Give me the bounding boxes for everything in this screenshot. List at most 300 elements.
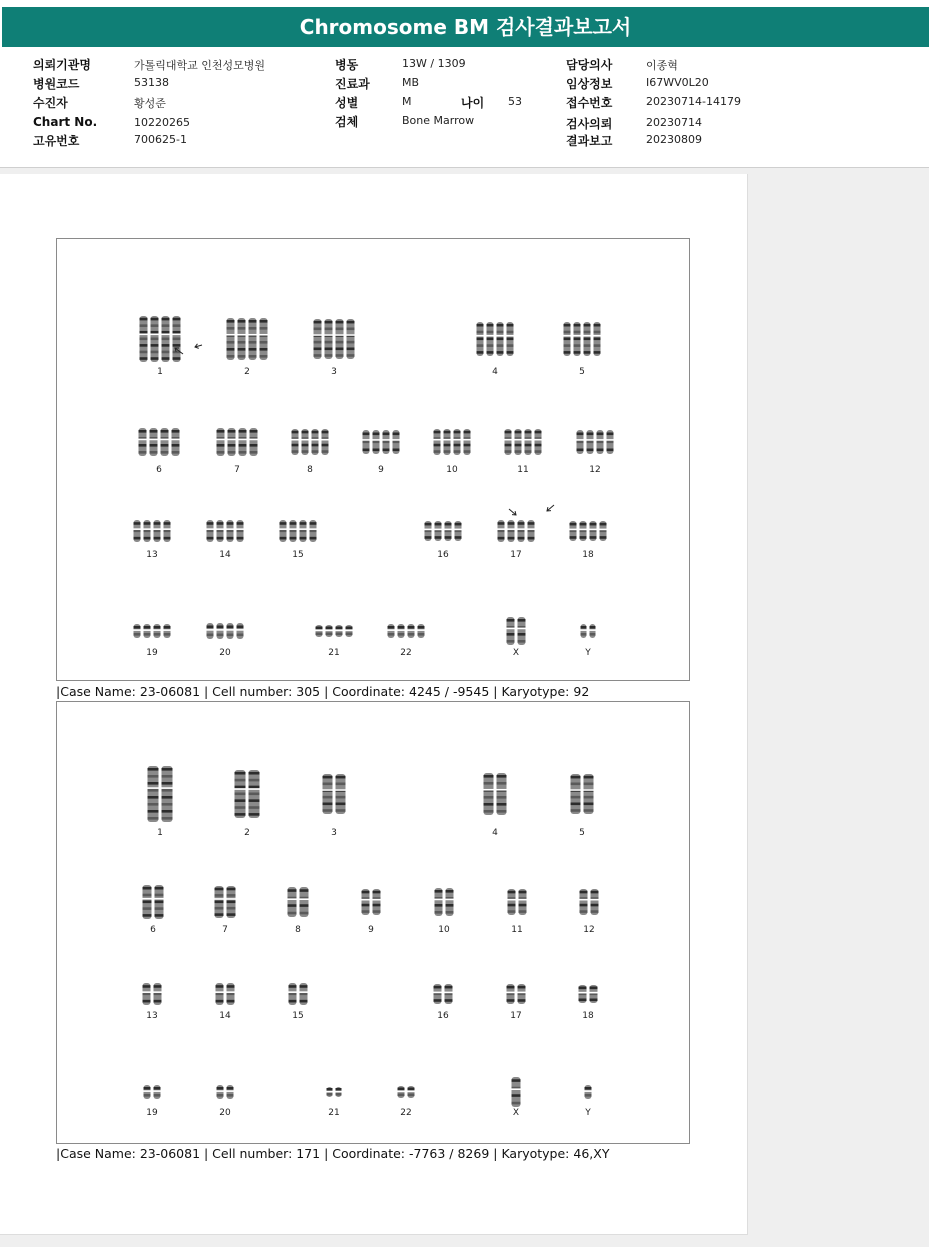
chromosome-centromere (143, 629, 151, 631)
chromosome-band (398, 1088, 405, 1091)
chromosome-band (207, 522, 214, 525)
chromosome-band (235, 813, 246, 816)
chromosome-centromere (299, 991, 308, 993)
chromosome-centromere (573, 335, 581, 337)
chromosome-band (507, 344, 514, 347)
chromosome-band (162, 338, 170, 341)
chromosome-band (323, 783, 333, 786)
chromosome-centromere (289, 528, 297, 530)
chromosome-band (148, 782, 159, 785)
chromosome-band (435, 890, 443, 893)
chromosome-band (215, 913, 224, 916)
chromosome-band (162, 789, 173, 792)
chromosome-label-20: 20 (219, 1108, 231, 1118)
chromosome-centromere (161, 787, 173, 789)
chromosome-label-17: 17 (510, 550, 522, 560)
chromosome-band (289, 985, 297, 988)
chromosome-group-10 (433, 429, 471, 475)
chromosome-centromere (143, 1090, 151, 1092)
chromosome-band (454, 444, 461, 447)
chromosome-band (444, 444, 451, 447)
chromosome-centromere (506, 628, 515, 630)
chromosome-band (148, 775, 159, 778)
field-value-doctor: 이종혁 (646, 59, 678, 72)
chromosome-band (454, 450, 461, 453)
chromosome-band (155, 894, 164, 897)
chromosome (347, 319, 355, 359)
chromosome-band (228, 444, 236, 447)
chromosome-band (507, 986, 515, 989)
chromosome-band (239, 430, 247, 433)
chromosome-band (314, 328, 322, 331)
chromosome-centromere (454, 529, 462, 531)
chromosome-centromere (569, 529, 577, 531)
field-value-accession-no: 20230714-14179 (646, 95, 741, 108)
chromosome-group-3 (313, 319, 355, 377)
chromosome-band (143, 901, 152, 904)
chromosome-band (373, 904, 381, 907)
chromosome-band (336, 1088, 342, 1091)
chromosome (249, 318, 257, 360)
chromosome-band (464, 450, 471, 453)
field-value-sex: M (402, 95, 412, 108)
chromosome-centromere (518, 899, 527, 901)
chromosome-centromere (309, 528, 317, 530)
chromosome-band (594, 344, 601, 347)
chromosome-band (497, 344, 504, 347)
chromosome-label-6: 6 (150, 925, 156, 935)
chromosome-centromere (313, 334, 322, 336)
chromosome-band (302, 450, 309, 453)
chromosome-centromere (583, 789, 594, 791)
chromosome (237, 623, 244, 639)
chromosome-band (580, 904, 588, 907)
chromosome-group-16 (433, 984, 453, 1021)
chromosome-centromere (382, 439, 390, 441)
chromosome-group-1 (139, 316, 181, 377)
chromosome-label-1: 1 (157, 367, 163, 377)
chromosome-band (249, 341, 257, 344)
chromosome-band (577, 433, 584, 436)
chromosome-band (444, 431, 451, 434)
chromosome-band (487, 344, 494, 347)
chromosome-centromere (291, 439, 299, 441)
chromosome-band (528, 537, 535, 540)
chromosome-band (574, 331, 581, 334)
chromosome-band (249, 806, 260, 809)
chromosome-band (325, 321, 333, 324)
chromosome-band (150, 444, 158, 447)
chromosome-band (484, 775, 494, 778)
chromosome-label-5: 5 (579, 828, 585, 838)
chromosome-label-7: 7 (234, 465, 240, 475)
chromosome-band (363, 433, 370, 436)
chromosome-centromere (496, 789, 507, 791)
chromosome-band (477, 324, 484, 327)
chromosome-band (161, 430, 169, 433)
chromosome-band (571, 803, 581, 806)
field-label-specimen: 검체 (335, 115, 359, 129)
chromosome-band (316, 627, 323, 630)
chromosome-centromere (226, 629, 234, 631)
chromosome-band (227, 355, 235, 358)
chromosome-band (172, 430, 180, 433)
chromosome-band (445, 536, 452, 539)
chromosome-band (154, 985, 162, 988)
chromosome-centromere (226, 991, 235, 993)
chromosome-band (227, 522, 234, 525)
chromosome-band (505, 431, 512, 434)
chromosome-band (597, 433, 604, 436)
field-value-department: MB (402, 76, 420, 89)
chromosome-band (477, 338, 484, 341)
chromosome-centromere (397, 629, 405, 631)
chromosome-band (217, 626, 224, 629)
chromosome-band (585, 1094, 592, 1097)
chromosome-band (508, 910, 516, 913)
chromosome-band (172, 444, 180, 447)
chromosome-band (373, 910, 381, 913)
chromosome-band (581, 633, 587, 636)
chromosome-band (323, 809, 333, 812)
chromosome-centromere (133, 629, 141, 631)
chromosome-label-11: 11 (511, 925, 523, 935)
chromosome-band (408, 1088, 415, 1091)
chromosome-group-3 (322, 774, 346, 838)
chromosome-band (507, 999, 515, 1002)
field-label-unique-no: 고유번호 (33, 134, 80, 148)
chromosome-label-13: 13 (146, 550, 158, 560)
chromosome-band (497, 796, 507, 799)
chromosome-band (525, 444, 532, 447)
chromosome-centromere (249, 439, 258, 441)
field-label-age: 나이 (461, 96, 485, 110)
chromosome-band (434, 986, 442, 989)
chromosome-band (249, 327, 257, 330)
chromosome-band (464, 444, 471, 447)
chromosome-group-9 (362, 430, 400, 475)
chromosome-band (144, 1087, 151, 1090)
chromosome-band (148, 803, 159, 806)
chromosome-centromere (138, 439, 147, 441)
chromosome-centromere (392, 439, 400, 441)
chromosome-band (322, 431, 329, 434)
chromosome-band (445, 986, 453, 989)
chromosome-band (150, 451, 158, 454)
chromosome (207, 623, 214, 639)
chromosome-band (507, 640, 515, 643)
chromosome-band (151, 344, 159, 347)
chromosome-band (484, 782, 494, 785)
chromosome-band (525, 431, 532, 434)
chromosome-centromere (142, 898, 152, 900)
chromosome-centromere (361, 899, 370, 901)
chromosome-band (260, 348, 268, 351)
chromosome-centromere (504, 439, 512, 441)
chromosome-centromere (215, 991, 224, 993)
chromosome-centromere (153, 629, 161, 631)
chromosome-band (418, 626, 425, 629)
chromosome-centromere (149, 439, 158, 441)
chromosome-band (580, 523, 587, 526)
chromosome-band (584, 351, 591, 354)
chromosome-band (134, 522, 141, 525)
chromosome-band (507, 619, 515, 622)
chromosome-band (388, 626, 395, 629)
chromosome-band (151, 324, 159, 327)
chromosome-band (227, 537, 234, 540)
chromosome-label-12: 12 (583, 925, 595, 935)
chromosome-band (525, 450, 532, 453)
chromosome-band (535, 431, 542, 434)
chromosome-group-9 (361, 889, 381, 935)
chromosome-band (140, 331, 148, 334)
chromosome (336, 774, 346, 814)
chromosome-centromere (517, 628, 526, 630)
chromosome (336, 319, 344, 359)
chromosome-band (227, 901, 236, 904)
chromosome-band (336, 783, 346, 786)
chromosome-band (227, 985, 235, 988)
chromosome-centromere (514, 439, 522, 441)
chromosome-band (518, 999, 526, 1002)
chromosome-centromere (596, 439, 604, 441)
chromosome-band (143, 907, 152, 910)
chromosome-label-19: 19 (146, 648, 158, 658)
chromosome-band (590, 987, 598, 990)
field-value-age: 53 (508, 95, 522, 108)
chromosome-centromere (150, 333, 159, 335)
chromosome-centromere (133, 528, 141, 530)
chromosome-band (512, 1094, 521, 1097)
chromosome-centromere (517, 528, 525, 530)
chromosome-band (336, 776, 346, 779)
chromosome-centromere (534, 439, 542, 441)
chromosome-band (408, 1094, 415, 1097)
chromosome-band (250, 451, 258, 454)
chromosome-centromere (227, 439, 236, 441)
chromosome-band (260, 355, 268, 358)
chromosome-band (250, 430, 258, 433)
chromosome-band (154, 626, 161, 629)
chromosome-band (445, 523, 452, 526)
chromosome-band (435, 523, 442, 526)
chromosome-band (154, 522, 161, 525)
chromosome-group-18 (578, 985, 598, 1021)
chromosome (227, 318, 235, 360)
chromosome-band (162, 775, 173, 778)
chromosome-band (325, 348, 333, 351)
chromosome-band (134, 633, 141, 636)
chromosome-band (594, 324, 601, 327)
karyogram-caption-1: |Case Name: 23-06081 | Cell number: 305 | Coordinate: 4245 / -9545 | Karyotype: 92 (56, 684, 590, 699)
chromosome-band (249, 799, 260, 802)
chromosome-band (363, 449, 370, 452)
chromosome-band (140, 324, 148, 327)
chromosome-band (217, 451, 225, 454)
chromosome-band (148, 768, 159, 771)
chromosome-band (290, 537, 297, 540)
chromosome-band (327, 1088, 333, 1091)
chromosome-centromere (584, 1090, 592, 1092)
chromosome-band (173, 357, 181, 360)
chromosome-centromere (589, 629, 596, 631)
chromosome-group-21 (315, 625, 353, 658)
chromosome-label-Y: Y (585, 648, 591, 658)
chromosome-band (590, 536, 597, 539)
chromosome-centromere (387, 629, 395, 631)
chromosome-band (497, 803, 507, 806)
chromosome-label-4: 4 (492, 828, 498, 838)
chromosome-band (564, 351, 571, 354)
chromosome-centromere (417, 629, 425, 631)
chromosome-centromere (397, 1091, 405, 1093)
chromosome-band (215, 894, 224, 897)
chromosome-band (418, 633, 425, 636)
chromosome-band (238, 348, 246, 351)
chromosome-group-6 (142, 885, 164, 935)
chromosome-band (564, 324, 571, 327)
chromosome-band (518, 537, 525, 540)
chromosome-label-2: 2 (244, 828, 250, 838)
chromosome-group-20 (206, 623, 244, 658)
chromosome-band (570, 523, 577, 526)
chromosome-band (564, 338, 571, 341)
chromosome-centromere (287, 898, 297, 900)
chromosome-centromere (154, 898, 164, 900)
chromosome-label-14: 14 (219, 1011, 231, 1021)
chromosome-band (571, 776, 581, 779)
chromosome-centromere (593, 335, 601, 337)
chromosome-band (162, 324, 170, 327)
chromosome-band (591, 904, 599, 907)
chromosome-centromere (507, 528, 515, 530)
chromosome-band (519, 904, 527, 907)
chromosome-band (373, 449, 380, 452)
chromosome-band (316, 633, 323, 636)
chromosome-band (154, 537, 161, 540)
chromosome-band (574, 344, 581, 347)
chromosome-band (584, 776, 594, 779)
chromosome-band (535, 444, 542, 447)
field-value-patient: 황성준 (134, 97, 166, 110)
chromosome-centromere (321, 439, 329, 441)
chromosome-band (398, 626, 405, 629)
chromosome-label-3: 3 (331, 828, 337, 838)
chromosome-band (260, 327, 268, 330)
chromosome-band (144, 1094, 151, 1097)
field-label-accession-no: 접수번호 (566, 96, 613, 110)
chromosome-band (600, 536, 607, 539)
chromosome-band (216, 1000, 224, 1003)
field-value-specimen: Bone Marrow (402, 114, 475, 127)
chromosome-band (528, 522, 535, 525)
chromosome (148, 766, 159, 822)
field-label-report-date: 결과보고 (566, 134, 613, 148)
chromosome-group-5 (570, 774, 594, 838)
chromosome-band (151, 351, 159, 354)
chromosome-group-22 (397, 1086, 415, 1118)
chromosome-group-Y (584, 1085, 592, 1118)
chromosome-band (154, 1094, 161, 1097)
chromosome-band (249, 779, 260, 782)
chromosome-band (148, 810, 159, 813)
chromosome-band (238, 355, 246, 358)
chromosome-centromere (434, 899, 443, 901)
chromosome-band (497, 775, 507, 778)
chromosome-band (227, 634, 234, 637)
chromosome (325, 319, 333, 359)
chromosome-band (336, 809, 346, 812)
chromosome-band (336, 354, 344, 357)
chromosome-band (143, 887, 152, 890)
chromosome-centromere (576, 439, 584, 441)
chromosome-band (446, 904, 454, 907)
chromosome-centromere (248, 334, 257, 336)
chromosome-centromere (279, 528, 287, 530)
chromosome-band (434, 444, 441, 447)
chromosome-group-16 (424, 521, 462, 560)
chromosome-centromere (171, 439, 180, 441)
chromosome-band (172, 451, 180, 454)
chromosome-band (173, 331, 181, 334)
chromosome-group-19 (133, 624, 171, 658)
chromosome-centromere (579, 899, 588, 901)
chromosome-label-8: 8 (295, 925, 301, 935)
field-label-patient: 수진자 (33, 96, 68, 110)
chromosome-band (249, 348, 257, 351)
chromosome-centromere (299, 898, 309, 900)
chromosome-label-1: 1 (157, 828, 163, 838)
chromosome-band (162, 351, 170, 354)
chromosome-band (227, 341, 235, 344)
chromosome-band (162, 344, 170, 347)
chromosome-band (425, 523, 432, 526)
chromosome-band (373, 441, 380, 444)
chromosome-band (300, 537, 307, 540)
field-value-unique-no: 700625-1 (134, 133, 187, 146)
chromosome-centromere (527, 528, 535, 530)
chromosome-band (577, 449, 584, 452)
chromosome-band (215, 901, 224, 904)
chromosome-group-12 (576, 430, 614, 475)
chromosome-band (325, 354, 333, 357)
chromosome-band (587, 441, 594, 444)
chromosome-band (162, 796, 173, 799)
chromosome-band (300, 912, 309, 915)
chromosome-centromere (234, 788, 246, 790)
chromosome-band (584, 324, 591, 327)
chromosome-centromere (238, 439, 247, 441)
chromosome-band (507, 351, 514, 354)
chromosome-band (477, 351, 484, 354)
chromosome-group-14 (215, 983, 235, 1021)
chromosome-band (535, 450, 542, 453)
chromosome-band (314, 354, 322, 357)
chromosome-band (336, 633, 343, 636)
chromosome-centromere (335, 630, 343, 632)
chromosome-band (497, 810, 507, 813)
chromosome-band (336, 321, 344, 324)
chromosome-band (325, 341, 333, 344)
chromosome-band (591, 910, 599, 913)
chromosome-band (574, 338, 581, 341)
chromosome-centromere (496, 335, 504, 337)
chromosome-band (162, 803, 173, 806)
chromosome-label-15: 15 (292, 550, 304, 560)
chromosome-band (518, 619, 526, 622)
chromosome-band (227, 1000, 235, 1003)
